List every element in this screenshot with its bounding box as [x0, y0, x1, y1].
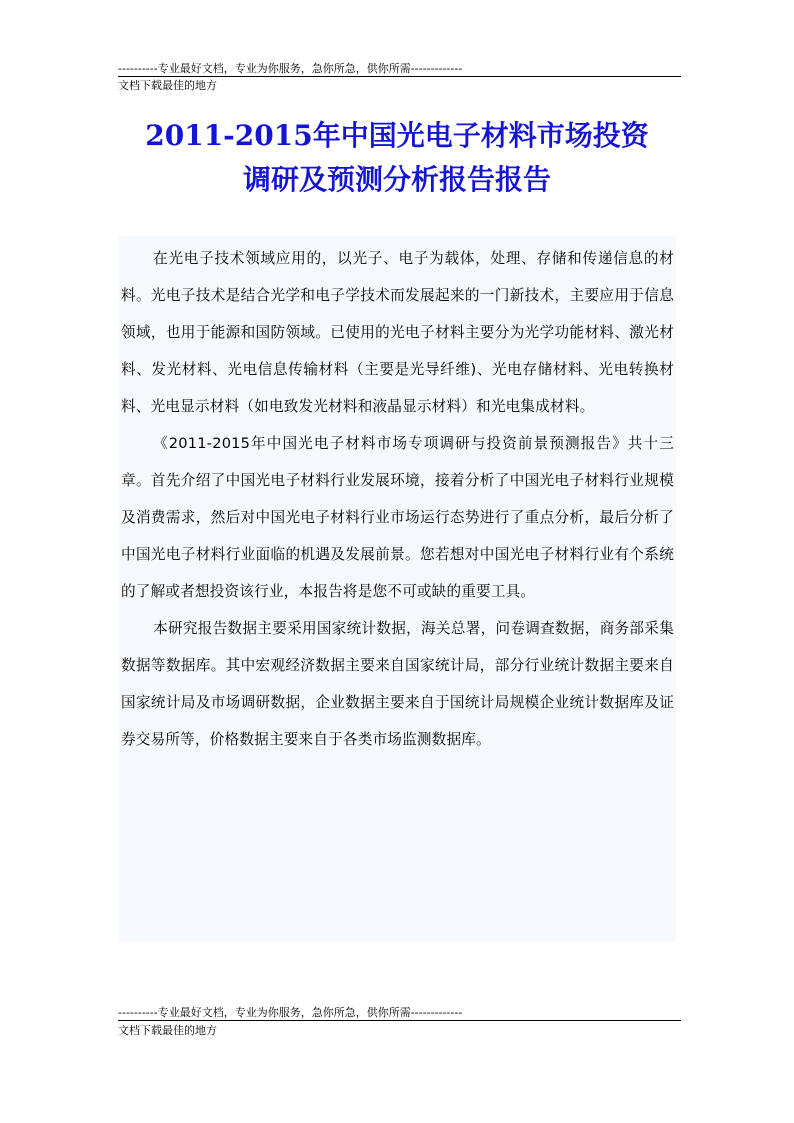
title-line-1: 2011-2015年中国光电子材料市场投资: [145, 119, 649, 152]
body-paragraph-2: 《2011-2015年中国光电子材料市场专项调研与投资前景预测报告》共十三章。首先介绍了中国光电子材料行业发展环境，接着分析了中国光电子材料行业规模及消费需求，然后对中国光电子材料行业市场运行态势进行了重点分析，最后分析了中国光电子材料行业面临的机遇及发展前景。您若想对中国光电子材料行业有个系统的了解或者想投资该行业，本报告将是您不可或缺的重要工具。: [121, 435, 674, 600]
title-line-2: 调研及预测分析报告报告: [242, 163, 551, 196]
body-paragraph-1: 在光电子技术领域应用的，以光子、电子为载体，处理、存储和传递信息的材料。光电子技术是结合光学和电子学技术而发展起来的一门新技术，主要应用于信息领域，也用于能源和国防领域。已使用的光电子材料主要分为光学功能材料、激光材料、发光材料、光电信息传输材料（主要是光导纤维)、光电存储材料、光电转换材料、光电显示材料（如电致发光材料和液晶显示材料）和光电集成材料。: [121, 250, 674, 415]
footer-subline: 文档下载最佳的地方: [118, 1024, 217, 1037]
footer-divider: [118, 1020, 681, 1021]
header-divider: [118, 76, 681, 77]
body-paragraph-3: 本研究报告数据主要采用国家统计数据，海关总署，问卷调查数据，商务部采集数据等数据库。其中宏观经济数据主要来自国家统计局，部分行业统计数据主要来自国家统计局及市场调研数据，企业数据主要来自于国统计局规模企业统计数据库及证券交易所等，价格数据主要来自于各类市场监测数据库。: [121, 620, 674, 748]
body-text-block: [119, 236, 676, 942]
header-subline: 文档下载最佳的地方: [118, 79, 217, 92]
document-title: [100, 114, 694, 202]
footer-tagline: ----------专业最好文档，专业为你服务，急你所急，供你所需-------------: [118, 1006, 463, 1019]
header-tagline: ----------专业最好文档，专业为你服务，急你所急，供你所需-------------: [118, 62, 463, 75]
